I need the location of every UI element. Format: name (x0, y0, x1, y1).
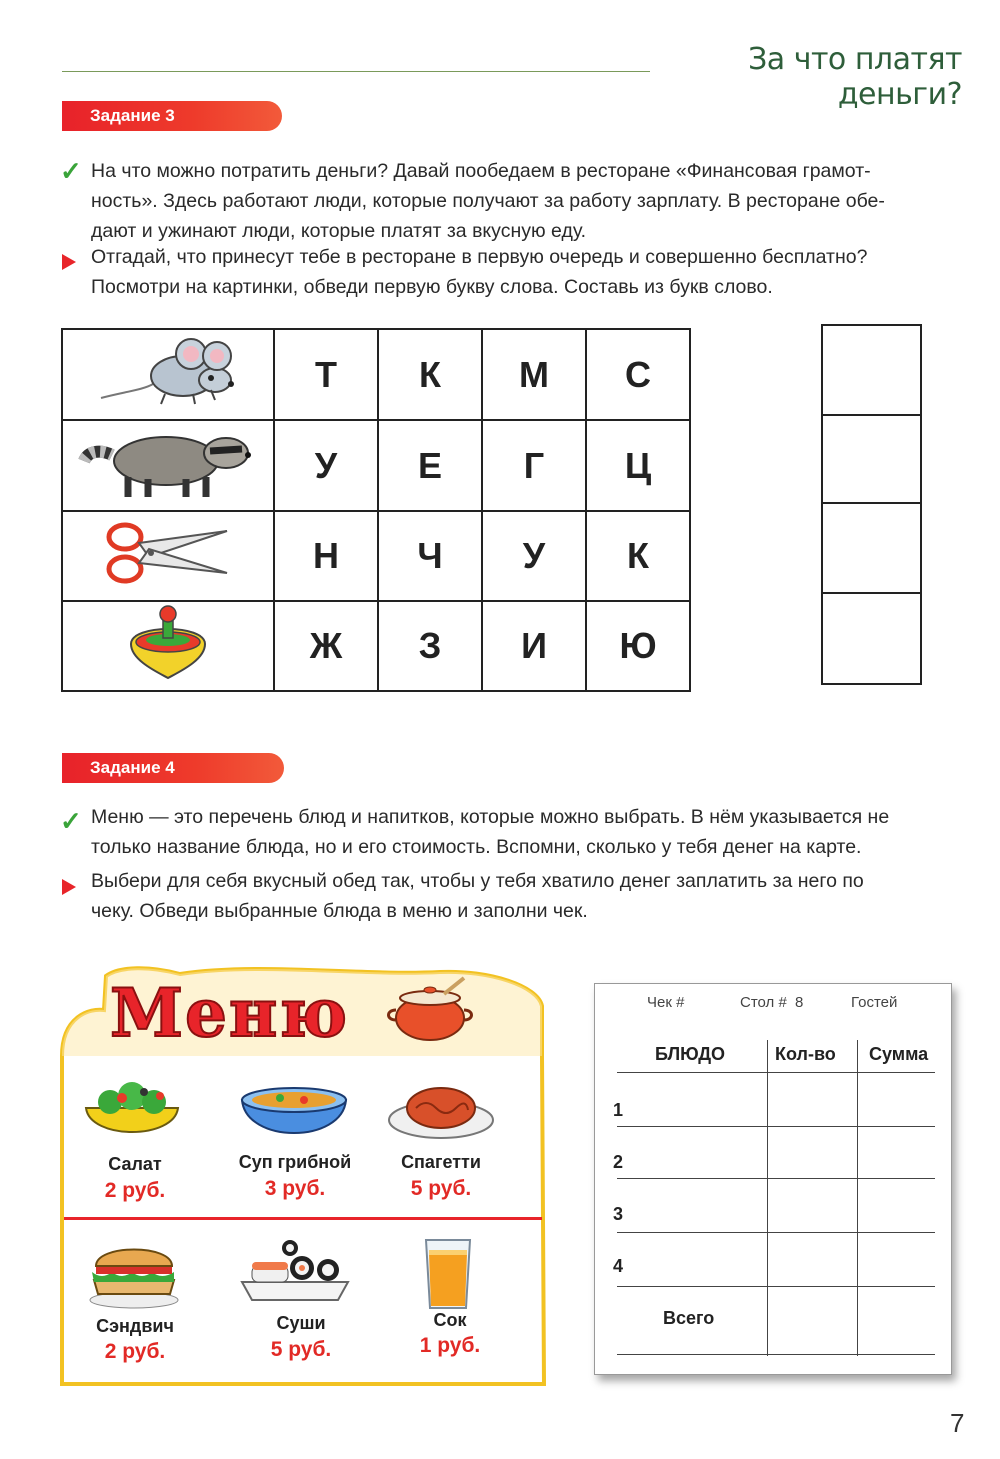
answer-box[interactable] (821, 502, 922, 594)
receipt (594, 983, 952, 1375)
puzzle-row (62, 329, 690, 420)
spinning-top-icon (62, 601, 274, 691)
menu-item-name: Спагетти (401, 1152, 481, 1172)
text-line: только название блюда, но и его стоимость. Вспомни, сколько у тебя денег на карте. (91, 836, 862, 858)
answer-boxes (821, 324, 922, 685)
task-4-badge: Задание 4 (62, 753, 284, 783)
text-line: Отгадай, что принесут тебе в ресторане в первую очередь и совершенно бесплатно? (91, 246, 868, 268)
answer-box[interactable] (821, 414, 922, 504)
triangle-bullet-icon (62, 879, 76, 895)
menu-item-price: 2 руб. (104, 1179, 166, 1202)
text-line: Выбери для себя вкусный обед так, чтобы у тебя хватило денег заплатить за него по (91, 870, 864, 892)
receipt-row-number: 3 (613, 1204, 624, 1224)
receipt-col-qty: Кол-во (775, 1044, 836, 1064)
answer-box[interactable] (821, 592, 922, 685)
triangle-bullet-icon (62, 254, 76, 270)
receipt-row-line (617, 1178, 935, 1179)
puzzle-letter[interactable]: С (586, 329, 690, 420)
page-number: 7 (950, 1408, 965, 1438)
receipt-row-line (617, 1286, 935, 1287)
puzzle-row (62, 511, 690, 601)
puzzle-row (62, 601, 690, 691)
text-line: Меню — это перечень блюд и напитков, которые можно выбрать. В нём указывается не (91, 806, 890, 828)
receipt-check-label: Чек # (647, 994, 685, 1011)
receipt-table-number: 8 (795, 994, 804, 1011)
puzzle-letter[interactable]: Г (482, 420, 586, 511)
spaghetti-icon (386, 1074, 496, 1146)
menu-item-name: Суши (276, 1313, 326, 1333)
puzzle-letter[interactable]: Н (274, 511, 378, 601)
text-line: чеку. Обведи выбранные блюда в меню и заполни чек. (91, 900, 588, 922)
receipt-row-line (617, 1232, 935, 1233)
menu-item-name: Суп грибной (238, 1152, 352, 1172)
menu-item-price: 1 руб. (419, 1334, 481, 1357)
juice-icon (422, 1236, 474, 1312)
sushi-icon (238, 1238, 352, 1312)
puzzle-letter[interactable]: К (378, 329, 482, 420)
task-4-instruction (91, 866, 981, 926)
puzzle-row (62, 420, 690, 511)
menu-divider (64, 1217, 542, 1220)
task-4-intro (91, 802, 981, 862)
check-mark-icon: ✓ (60, 806, 82, 836)
receipt-guests-label: Гостей (851, 994, 898, 1011)
receipt-col-line (767, 1040, 768, 1356)
receipt-row-number: 4 (613, 1256, 624, 1276)
receipt-total-label: Всего (663, 1308, 715, 1328)
menu-item-price: 5 руб. (410, 1177, 472, 1200)
task-3-intro (91, 156, 981, 246)
header-rule (62, 71, 650, 72)
menu-title: Меню (110, 974, 350, 1052)
text-line: ность». Здесь работают люди, которые получают за работу зарплату. В ресторане обе- (91, 190, 885, 212)
menu-item-price: 5 руб. (270, 1338, 332, 1361)
answer-box[interactable] (821, 324, 922, 416)
page-header-title: За что платят деньги? (748, 42, 962, 112)
menu-card (60, 966, 550, 1386)
text-line: На что можно потратить деньги? Давай пообедаем в ресторане «Финансовая грамот- (91, 160, 871, 182)
letter-puzzle-table (61, 328, 691, 692)
receipt-col-sum: Сумма (869, 1044, 929, 1064)
receipt-col-dish: БЛЮДО (655, 1044, 726, 1064)
raccoon-icon (62, 420, 274, 511)
sandwich-icon (86, 1238, 182, 1312)
task-3-badge: Задание 3 (62, 101, 282, 131)
puzzle-letter[interactable]: И (482, 601, 586, 691)
menu-item-price: 3 руб. (264, 1177, 326, 1200)
receipt-table-label: Стол # (740, 994, 787, 1011)
receipt-row-line (617, 1354, 935, 1355)
menu-item-name: Сок (433, 1310, 467, 1330)
receipt-col-line (857, 1040, 858, 1356)
check-mark-icon: ✓ (60, 156, 82, 186)
puzzle-letter[interactable]: Ч (378, 511, 482, 601)
salad-icon (80, 1074, 184, 1146)
menu-item-price: 2 руб. (104, 1340, 166, 1363)
receipt-row-number: 1 (613, 1100, 624, 1120)
pot-icon (384, 974, 476, 1044)
receipt-row-line (617, 1126, 935, 1127)
scissors-icon (62, 511, 274, 601)
puzzle-letter[interactable]: Ц (586, 420, 690, 511)
puzzle-letter[interactable]: К (586, 511, 690, 601)
receipt-row-line (617, 1072, 935, 1073)
task-3-instruction (91, 242, 981, 302)
puzzle-letter[interactable]: У (482, 511, 586, 601)
puzzle-letter[interactable]: Ж (274, 601, 378, 691)
puzzle-letter[interactable]: Ю (586, 601, 690, 691)
puzzle-letter[interactable]: З (378, 601, 482, 691)
mouse-icon (62, 329, 274, 420)
text-line: Посмотри на картинки, обведи первую букву слова. Составь из букв слово. (91, 276, 773, 298)
receipt-row-number: 2 (613, 1152, 624, 1172)
puzzle-letter[interactable]: М (482, 329, 586, 420)
menu-item-name: Салат (108, 1154, 162, 1174)
menu-item-name: Сэндвич (96, 1316, 174, 1336)
puzzle-letter[interactable]: Е (378, 420, 482, 511)
puzzle-letter[interactable]: У (274, 420, 378, 511)
soup-icon (238, 1082, 350, 1144)
puzzle-letter[interactable]: Т (274, 329, 378, 420)
text-line: дают и ужинают люди, которые платят за вкусную еду. (91, 220, 587, 242)
